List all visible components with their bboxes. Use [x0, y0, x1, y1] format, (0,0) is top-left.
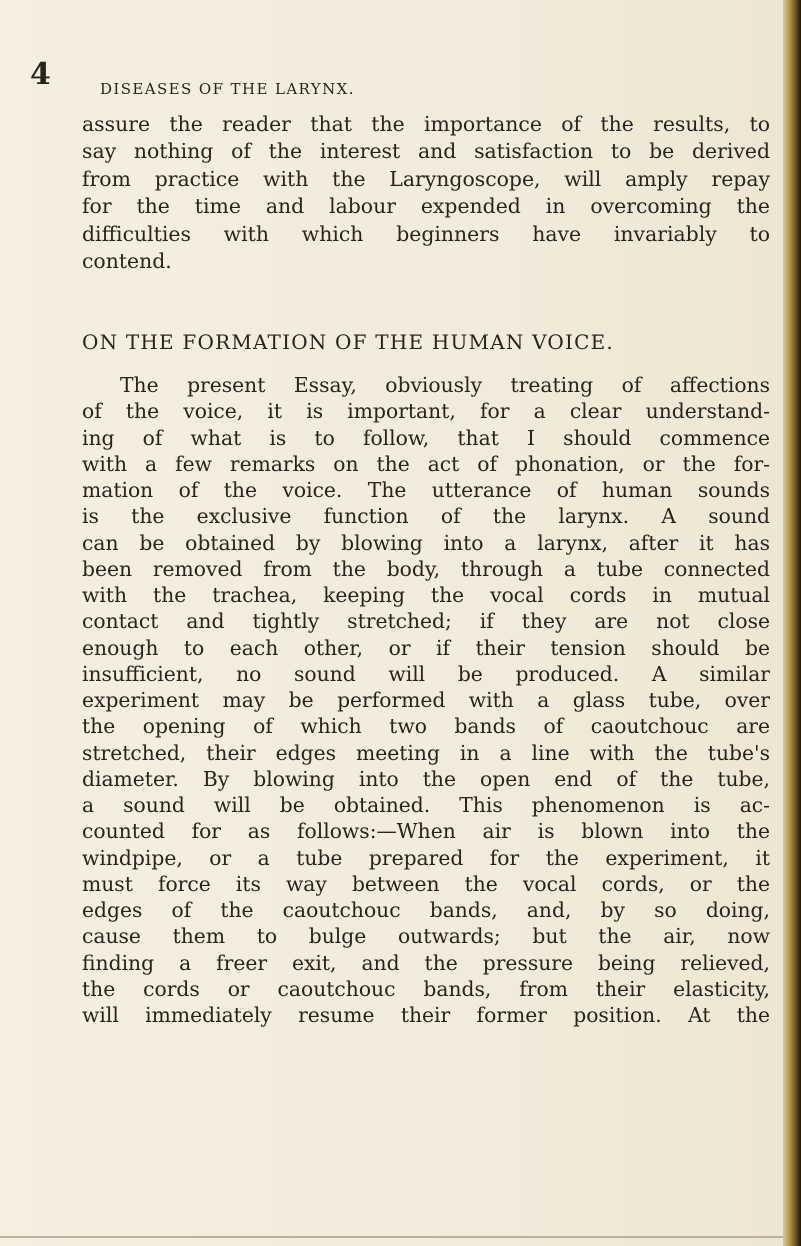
text-line: ing of what is to follow, that I should commence — [82, 425, 770, 450]
text-line: counted for as follows:—When air is blown into the — [82, 819, 770, 844]
text-line: the cords or caoutchouc bands, from their elasticity, — [82, 976, 770, 1001]
text-line: a sound will be obtained. This phenomenon is ac- — [82, 793, 770, 817]
text-line: with a few remarks on the act of phonation, or the for- — [82, 451, 770, 476]
text-line: will immediately resume their former position. At the — [82, 1003, 770, 1027]
text-line: assure the reader that the importance of the results, to — [82, 112, 770, 136]
text-line: experiment may be performed with a glass tube, over — [82, 688, 770, 712]
text-line: diameter. By blowing into the open end of the tube, — [82, 766, 770, 791]
text-line: contact and tightly stretched; if they are not close — [82, 609, 770, 634]
page-number: 4 — [30, 57, 51, 92]
text-line: mation of the voice. The utterance of human sounds — [82, 478, 770, 502]
text-line: The present Essay, obviously treating of affections — [120, 373, 770, 397]
text-line: for the time and labour expended in overcoming the — [82, 194, 770, 219]
text-line: from practice with the Laryngoscope, will amply repay — [82, 166, 770, 191]
text-line: enough to each other, or if their tension should be — [82, 635, 770, 660]
text-line: must force its way between the vocal cords, or the — [82, 871, 770, 896]
text-line: stretched, their edges meeting in a line with the tube's — [82, 740, 770, 765]
body-paragraph — [82, 372, 770, 1028]
text-line: of the voice, it is important, for a clear understand- — [82, 399, 770, 424]
text-line: insufficient, no sound will be produced. A similar — [82, 661, 770, 686]
text-line: edges of the caoutchouc bands, and, by so doing, — [82, 898, 770, 922]
section-heading: ON THE FORMATION OF THE HUMAN VOICE. — [82, 330, 614, 354]
text-line: difficulties with which beginners have invariably to — [82, 221, 770, 246]
text-line: the opening of which two bands of caoutchouc are — [82, 714, 770, 739]
page-binding-edge — [783, 0, 801, 1246]
text-line: with the trachea, keeping the vocal cords in mutual — [82, 583, 770, 607]
text-line: been removed from the body, through a tube connected — [82, 556, 770, 581]
text-line: say nothing of the interest and satisfaction to be derived — [82, 139, 770, 164]
text-line: is the exclusive function of the larynx. A sound — [82, 504, 770, 529]
text-line: can be obtained by blowing into a larynx, after it has — [82, 530, 770, 555]
text-line: cause them to bulge outwards; but the air, now — [82, 924, 770, 949]
opening-paragraph — [82, 111, 770, 275]
text-line: finding a freer exit, and the pressure being relieved, — [82, 950, 770, 975]
text-line: contend. — [82, 248, 172, 273]
page-bottom-edge — [0, 1236, 783, 1238]
text-line: windpipe, or a tube prepared for the experiment, it — [82, 845, 770, 870]
running-head: DISEASES OF THE LARYNX. — [100, 80, 355, 98]
